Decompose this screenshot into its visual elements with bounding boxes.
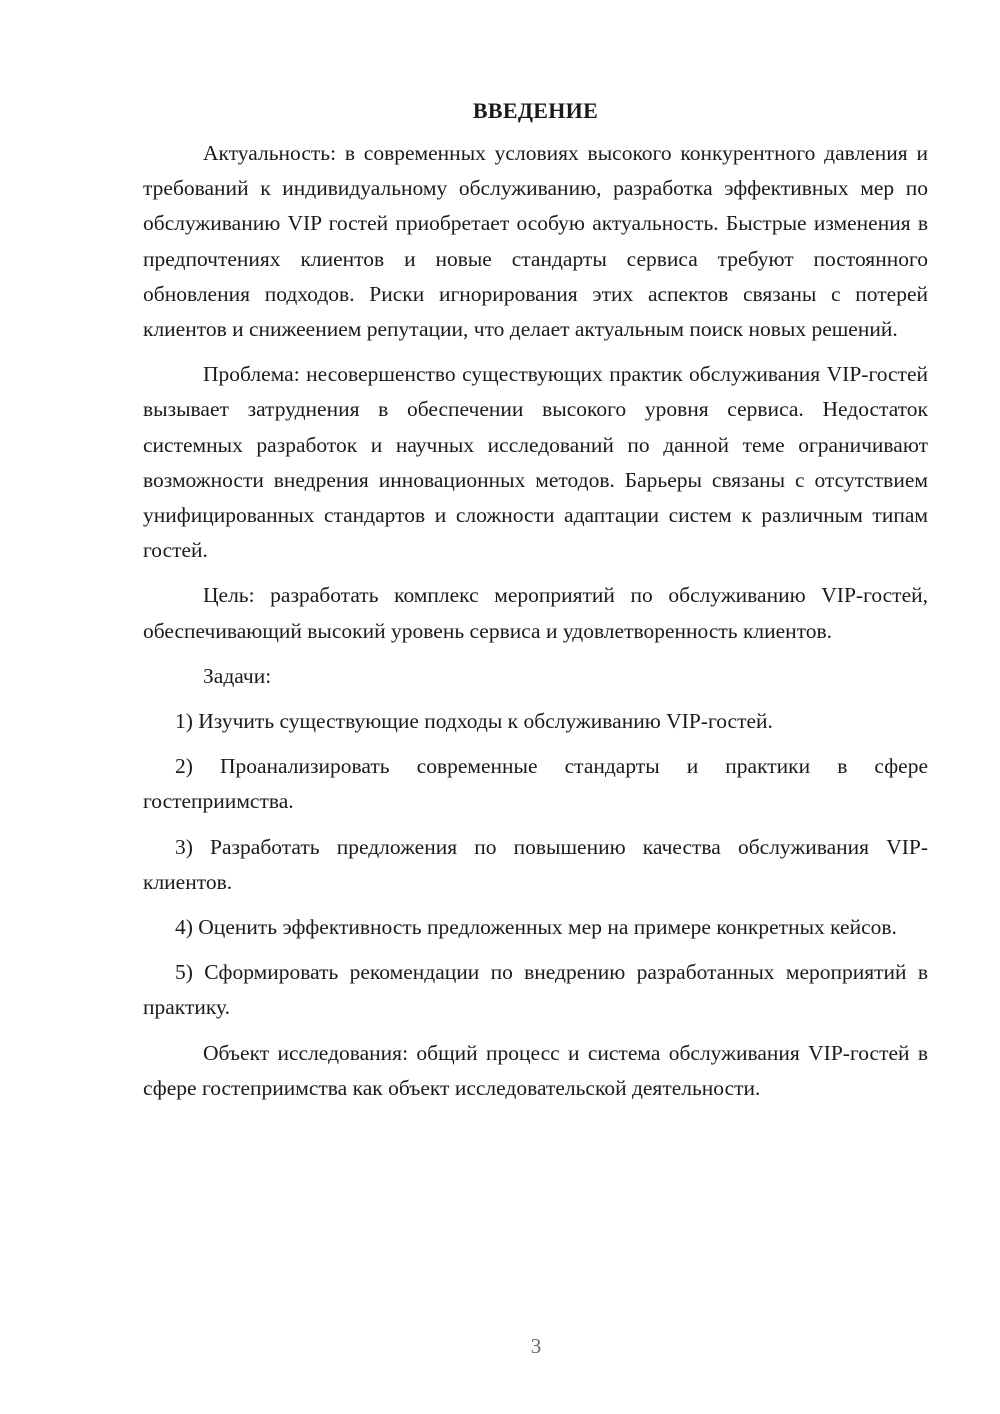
- task-item: 5) Сформировать рекомендации по внедрению разработанных мероприятий в практику.: [143, 960, 928, 1020]
- paragraph-problem: Проблема: несовершенство существующих практик обслуживания VIP-гостей вызывает затруднения в обеспечении высокого уровня сервиса. Недостаток системных разработок и научных исследований по данной теме ограничивают возможности внедрения инновационных методов. Барьеры связаны с отсутствием унифицированных стандартов и сложности адаптации систем к различным типам гостей.: [143, 362, 928, 563]
- paragraph-relevance: Актуальность: в современных условиях высокого конкурентного давления и требований к индивидуальному обслуживанию, разработка эффективных мер по обслуживанию VIP гостей приобретает особую актуальность. Быстрые изменения в предпочтениях клиентов и новые стандарты сервиса требуют постоянного обновления подходов. Риски игнорирования этих аспектов связаны с потерей клиентов и снижеением репутации, что делает актуальным поиск новых решений.: [143, 141, 928, 342]
- page-number: 3: [530, 1334, 542, 1358]
- task-item: 4) Оценить эффективность предложенных мер на примере конкретных кейсов.: [175, 915, 897, 940]
- task-item: 2) Проанализировать современные стандарты и практики в сфере гостеприимства.: [143, 754, 928, 814]
- page-content: [143, 96, 928, 1116]
- tasks-label: Задачи:: [203, 663, 272, 688]
- paragraph-object: Объект исследования: общий процесс и система обслуживания VIP-гостей в сфере гостеприимства как объект исследовательской деятельности.: [143, 1040, 928, 1100]
- paragraph-goal: Цель: разработать комплекс мероприятий по обслуживанию VIP-гостей, обеспечивающий высокий уровень сервиса и удовлетворенность клиентов.: [143, 583, 928, 643]
- task-item: 3) Разработать предложения по повышению качества обслуживания VIP-клиентов.: [143, 834, 928, 894]
- tasks-list: [143, 704, 928, 1026]
- task-item: 1) Изучить существующие подходы к обслуживанию VIP-гостей.: [175, 709, 773, 734]
- section-title: ВВЕДЕНИЕ: [472, 98, 599, 123]
